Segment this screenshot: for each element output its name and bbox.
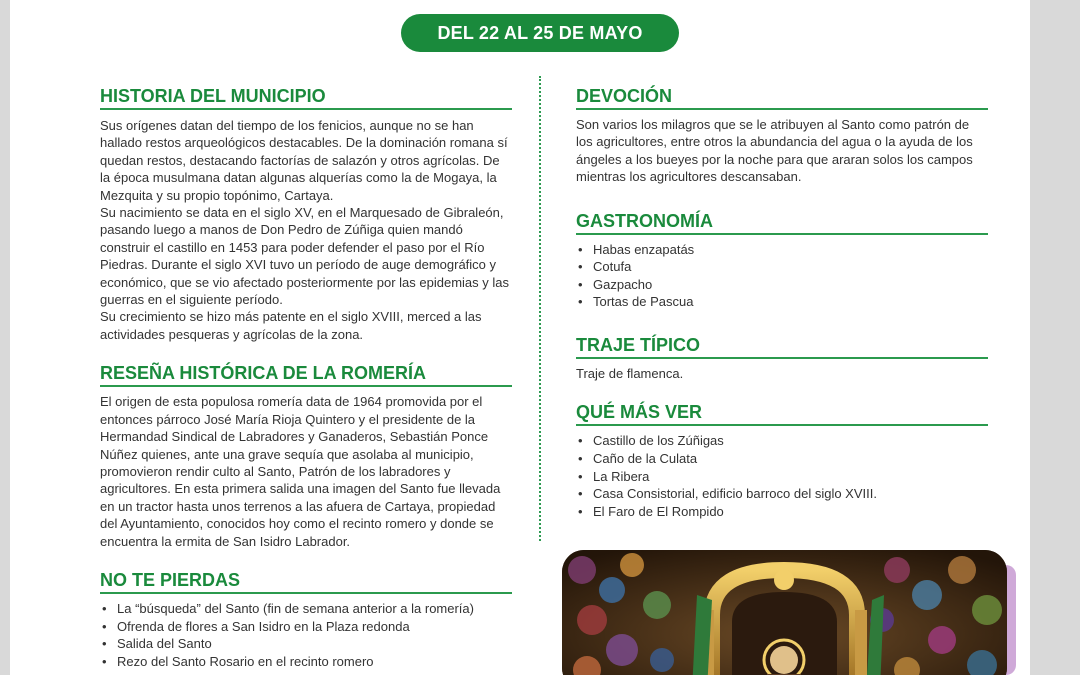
list-item: • La Ribera	[576, 468, 988, 486]
list-item: • La “búsqueda” del Santo (fin de semana anterior a la romería)	[100, 600, 512, 618]
list-item: • Tortas de Pascua	[576, 293, 988, 311]
list-item: • Rezo del Santo Rosario en el recinto romero	[100, 653, 512, 671]
gastronomia-list	[576, 241, 988, 311]
list-item: • Caño de la Culata	[576, 450, 988, 468]
column-divider	[539, 76, 541, 541]
right-column	[576, 86, 988, 538]
section-resena	[100, 363, 512, 550]
historia-paragraph-2: Su nacimiento se data en el siglo XV, en el Marquesado de Gibraleón, pasando luego a manos de Don Pedro de Zúñiga quien mandó construir el castillo en 1453 para poder defender el paso por el Río Piedras. Durante el siglo XVI tuvo un período de auge demográfico y económico, que se vio afectado posteriormente por las epidemias y las guerras en el siguiente período.	[100, 205, 509, 308]
section-no-te-pierdas	[100, 570, 512, 670]
devocion-text: Son varios los milagros que se le atribuyen al Santo como patrón de los agricultores, entre otros la abundancia del agua o la ayuda de los ángeles a los bueyes por la noche para que araran solos los campos mientras los agricultores descansaban.	[576, 117, 973, 185]
list-item: • Habas enzapatás	[576, 241, 988, 259]
historia-paragraph-1: Sus orígenes datan del tiempo de los fenicios, aunque no se han hallado restos arqueológicos destacables. De la dominación romana sí quedan restos, destacando factorías de salazón y otros agrícolas. De la época musulmana datan algunas alquerías como la de Mogaya, la Mezquita y su propio topónimo, Cartaya.	[100, 118, 508, 203]
traje-text: Traje de flamenca.	[576, 366, 684, 381]
list-item: • Casa Consistorial, edificio barroco del siglo XVIII.	[576, 485, 988, 503]
list-item: • Ofrenda de flores a San Isidro en la Plaza redonda	[100, 618, 512, 636]
section-devocion	[576, 86, 988, 186]
historia-paragraph-3: Su crecimiento se hizo más patente en el siglo XVIII, merced a las actividades pesqueras y agrícolas de la zona.	[100, 309, 482, 342]
list-item: • Salida del Santo	[100, 635, 512, 653]
no-te-pierdas-list	[100, 600, 512, 670]
section-traje	[576, 335, 988, 382]
resena-title: RESEÑA HISTÓRICA DE LA ROMERÍA	[100, 363, 512, 387]
que-mas-ver-list	[576, 432, 988, 520]
devocion-title: DEVOCIÓN	[576, 86, 988, 110]
list-item: • Cotufa	[576, 258, 988, 276]
date-banner: DEL 22 AL 25 DE MAYO	[401, 14, 679, 52]
left-column	[100, 86, 512, 675]
historia-title: HISTORIA DEL MUNICIPIO	[100, 86, 512, 110]
procession-photo-icon	[562, 550, 1007, 675]
resena-text: El origen de esta populosa romería data de 1964 promovida por el entonces párroco José María Rioja Quintero y el presidente de la Hermandad Sindical de Labradores y Ganaderos, Sebastián Ponce Núñez quienes, ante una grave sequía que asolaba al municipio, promovieron rendir culto al Santo, Patrón de los labradores y agricultores. En esta primera salida una imagen del Santo fue llevada en un tractor hasta unos terrenos a las afuera de Cartaya, propiedad del Ayuntamiento, conocidos hoy como el recinto romero y donde se encuentra la ermita de San Isidro Labrador.	[100, 394, 501, 549]
list-item: • El Faro de El Rompido	[576, 503, 988, 521]
traje-title: TRAJE TÍPICO	[576, 335, 988, 359]
no-te-pierdas-title: NO TE PIERDAS	[100, 570, 512, 594]
que-mas-ver-title: QUÉ MÁS VER	[576, 402, 988, 426]
section-historia	[100, 86, 512, 343]
brochure-page	[10, 0, 1030, 675]
list-item: • Gazpacho	[576, 276, 988, 294]
procession-photo	[562, 550, 1007, 675]
section-gastronomia	[576, 211, 988, 311]
section-que-mas-ver	[576, 402, 988, 520]
gastronomia-title: GASTRONOMÍA	[576, 211, 988, 235]
list-item: • Castillo de los Zúñigas	[576, 432, 988, 450]
